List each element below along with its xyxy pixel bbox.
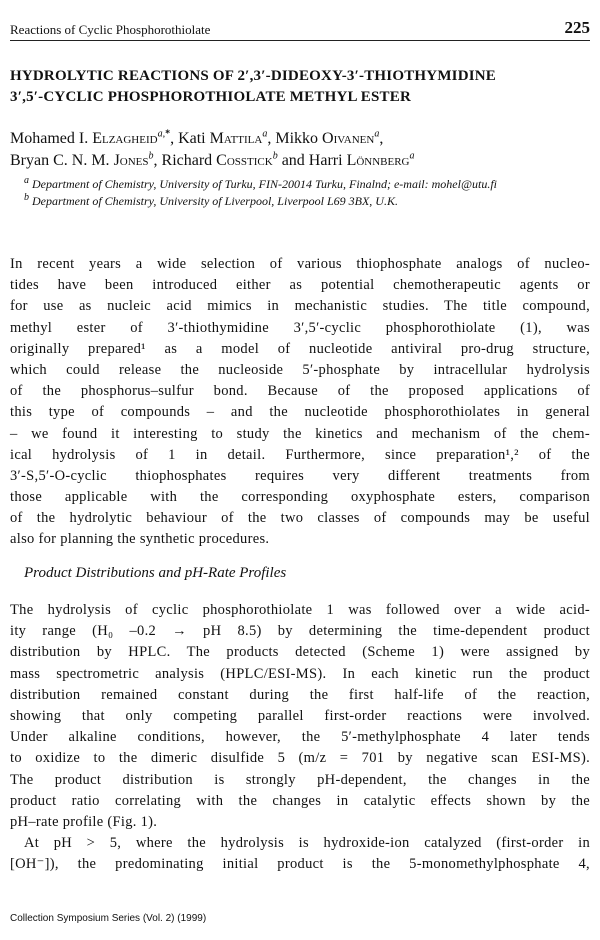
author-4-last: Jones <box>113 152 149 169</box>
and-connector: and <box>277 152 309 169</box>
affiliation-b: $^b$ Department of Chemistry, University of Liverpool, Liverpool L69 3BX, U.K. <box>24 192 398 208</box>
running-head <box>10 18 590 41</box>
author-3-last: Oivanen <box>322 130 375 147</box>
title-line-2: 3′,5′-CYCLIC PHOSPHOROTHIOLATE METHYL ESTER <box>10 89 411 105</box>
author-6-last: Lönnberg <box>346 152 410 169</box>
text-line: 3′-S,5′-O-cyclic thiophosphates requires very different treatments from <box>10 467 590 484</box>
text-line: The product distribution is strongly pH-dependent, the changes in the <box>10 771 590 788</box>
author-3-first: Mikko <box>275 130 323 147</box>
author-line-2: Bryan C. N. M. Jones$^b$, Richard Cosstick$^b$ and Harri Lönnberg$^a$ <box>10 150 415 169</box>
footer-citation: Collection Symposium Series (Vol. 2) (1999) <box>10 913 207 924</box>
text-line: At pH > 5, where the hydrolysis is hydroxide-ion catalyzed (first-order in <box>24 835 590 852</box>
author-3-affil: a <box>374 128 380 140</box>
author-1-affil: a, <box>157 128 166 140</box>
intro-paragraph <box>10 254 590 551</box>
results-paragraph <box>10 600 590 875</box>
author-6-first: Harri <box>308 152 347 169</box>
text-line: The hydrolysis of cyclic phosphorothiolate 1 was followed over a wide acid- <box>10 602 590 618</box>
text-line: distribution by HPLC. The products detected (Scheme 1) were assigned by <box>10 644 590 661</box>
author-list <box>10 128 595 172</box>
text-line: originally prepared¹ as a model of nucleotide antiviral pro-drug structure, <box>10 340 590 357</box>
text-line: tides have been introduced either as potential chemotherapeutic agents or <box>10 277 590 294</box>
author-2-affil: a <box>262 128 268 140</box>
text-line: which could release the nucleoside 5′-phosphate by intracellular hydrolysis <box>10 361 590 378</box>
author-2-first: Kati <box>178 130 210 147</box>
running-head-title: Reactions of Cyclic Phosphorothiolate <box>10 22 211 37</box>
author-5-affil: b <box>272 150 278 162</box>
text-line: In recent years a wide selection of various thiophosphate analogs of nucleo- <box>10 256 590 272</box>
author-line-1: Mohamed I. Elzagheid$^{a,*}$, Kati Mattila$^a$, Mikko Oivanen$^a$, <box>10 128 384 147</box>
text-line: pH–rate profile (Fig. 1). <box>10 813 158 830</box>
text-line: those applicable with the corresponding oxyphosphate esters, comparison <box>10 489 590 506</box>
text-line: mass spectrometric analysis (HPLC/ESI-MS). In each kinetic run the product <box>10 665 590 682</box>
affiliations <box>24 176 594 210</box>
author-4-affil: b <box>148 150 154 162</box>
text-line: to oxidize to the dimeric disulfide 5 (m/z = 701 by negative scan ESI-MS). <box>10 750 590 767</box>
text-line: for use as nucleic acid mimics in mechanistic studies. The title compound, <box>10 298 590 315</box>
author-4-first: Bryan C. N. M. <box>10 152 114 169</box>
text-line: product ratio correlating with the changes in catalytic effects shown by the <box>10 792 590 809</box>
text-line: of the hydrolytic behaviour of the two classes of compounds may be useful <box>10 510 590 527</box>
author-5-last: Cosstick <box>216 152 273 169</box>
text-line: [OH⁻]), the predominating initial product is the 5-monomethylphosphate 4, <box>10 856 590 873</box>
text-line: of the phosphorus–sulfur bond. Because of the proposed applications of <box>10 383 590 400</box>
text-line: – we found it interesting to study the kinetics and mechanism of the chem- <box>10 425 590 442</box>
text-line: ical hydrolysis of 1 in detail. Furthermore, since preparation¹,² of the <box>10 446 590 463</box>
affiliation-a: $^a$ Department of Chemistry, University of Turku, FIN-20014 Turku, Finalnd; e-mail: mohel@utu.fi <box>24 175 497 191</box>
corresponding-star: * <box>165 128 171 140</box>
text-line: showing that only competing parallel first-order reactions were involved. <box>10 707 590 724</box>
text-line: ity range (H₀ –0.2 → pH 8.5) by determining the time-dependent product <box>10 623 590 640</box>
title-line-1: HYDROLYTIC REACTIONS OF 2′,3′-DIDEOXY-3′-THIOTHYMIDINE <box>10 68 497 84</box>
author-6-affil: a <box>409 150 415 162</box>
text-line: also for planning the synthetic procedures. <box>10 531 270 548</box>
text-line: this type of compounds – and the nucleotide phosphorothiolates in general <box>10 404 590 421</box>
article-title <box>10 66 590 108</box>
text-line: methyl ester of 3′-thiothymidine 3′,5′-cyclic phosphorothiolate (1), was <box>10 319 590 336</box>
author-1-last: Elzagheid <box>92 130 158 147</box>
section-heading: Product Distributions and pH-Rate Profiles <box>24 565 287 581</box>
author-5-first: Richard <box>161 152 217 169</box>
text-line: Under alkaline conditions, however, the 5′-methylphosphate 4 later tends <box>10 729 590 746</box>
author-2-last: Mattila <box>209 130 263 147</box>
text-line: distribution remained constant during the first half-life of the reaction, <box>10 686 590 703</box>
page-number: 225 <box>564 18 590 37</box>
author-1-first: Mohamed I. <box>10 130 93 147</box>
